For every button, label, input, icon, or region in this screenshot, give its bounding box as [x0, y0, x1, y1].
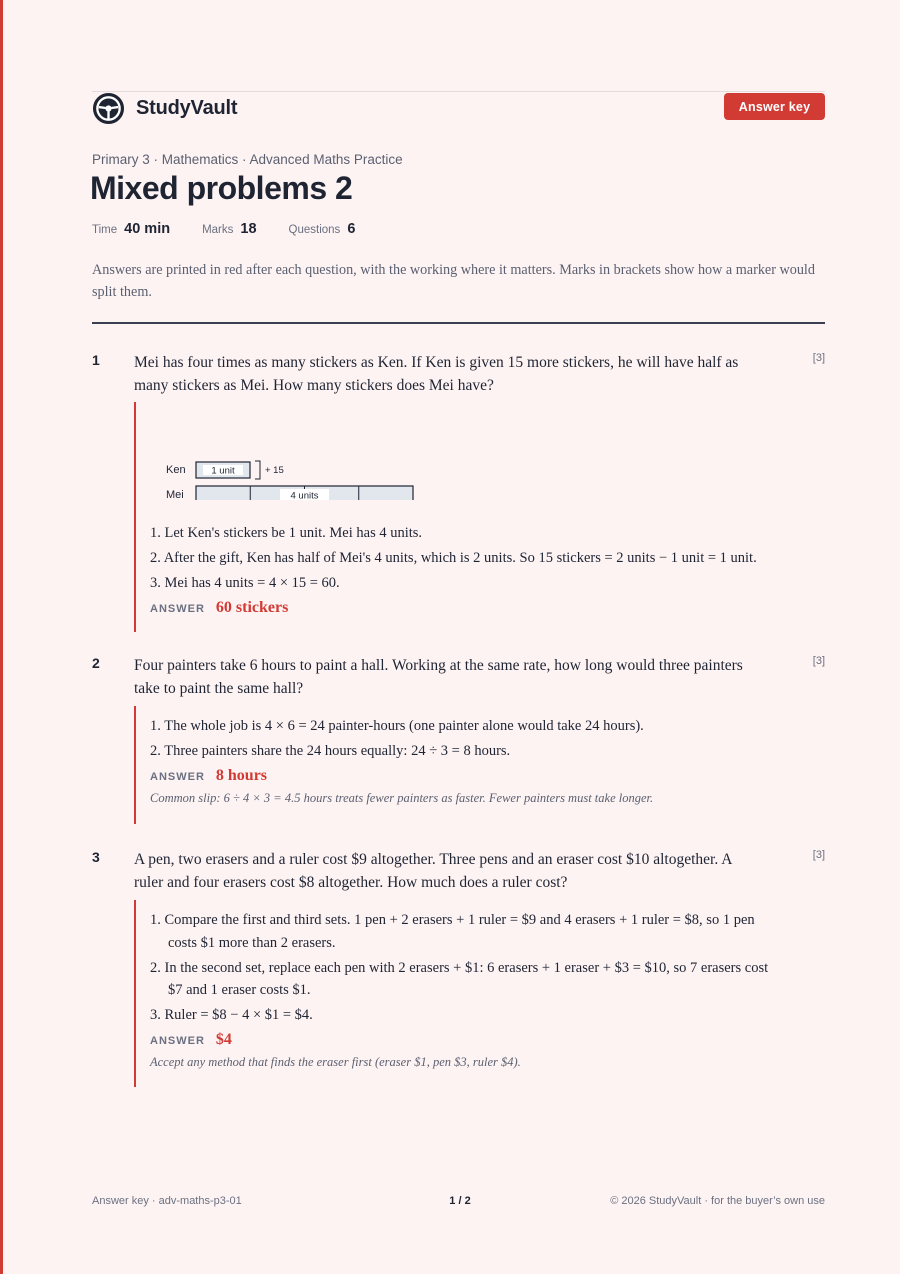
steering-wheel-logo-icon [92, 92, 125, 125]
answer-line [150, 1031, 774, 1049]
question-marks: [3] [812, 352, 825, 364]
answer-line [150, 599, 774, 617]
mei-unit-label: 4 units [290, 490, 319, 500]
solution-step: Three painters share the 24 hours equally: 24 ÷ 3 = 8 hours. [164, 743, 511, 759]
questions-value: 6 [347, 221, 356, 237]
solution-step: In the second set, replace each pen with 2 erasers + $1: 6 erasers + 1 eraser + $3 = $10, so 7 erasers cost $7 and 1 eraser costs $1. [164, 959, 769, 998]
meta-row [92, 221, 387, 237]
solution-step: Mei has 4 units = 4 × 15 = 60. [164, 575, 340, 591]
question-number: 3 [92, 849, 100, 865]
answer-value: 8 hours [215, 766, 268, 784]
questions-label: Questions [288, 224, 341, 236]
section-rule [92, 322, 825, 324]
solution-steps [150, 522, 774, 595]
time-value: 40 min [124, 221, 171, 237]
marks-label: Marks [202, 224, 234, 236]
brand-name: StudyVault [136, 97, 238, 119]
answer-note: Common slip: 6 ÷ 4 × 3 = 4.5 hours treats fewer painters as faster. Fewer painters must take longer. [150, 790, 654, 805]
question-number: 2 [92, 655, 100, 671]
footer-left: Answer key · adv-maths-p3-01 [92, 1195, 242, 1207]
answer-line [150, 767, 774, 785]
answer-label: ANSWER [150, 1034, 205, 1047]
solution-step: The whole job is 4 × 6 = 24 painter-hours (one painter alone would take 24 hours). [164, 718, 644, 734]
breadcrumb: Primary 3 · Mathematics · Advanced Maths Practice [92, 152, 403, 167]
question-marks: [3] [812, 655, 825, 667]
solution-step: After the gift, Ken has half of Mei's 4 units, which is 2 units. So 15 stickers = 2 units − 1 unit = 1 unit. [163, 550, 757, 566]
answer-label: ANSWER [150, 770, 205, 783]
solution-step: Compare the first and third sets. 1 pen + 2 erasers + 1 ruler = $9 and 4 erasers + 1 ruler = $8, so 1 pen costs $1 more than 2 erasers. [164, 912, 755, 951]
solution-block [134, 706, 774, 824]
solution-step: Let Ken's stickers be 1 unit. Mei has 4 units. [164, 525, 423, 541]
brand [92, 92, 237, 125]
solution-steps [150, 715, 774, 763]
marks-value: 18 [240, 221, 257, 237]
question-text: A pen, two erasers and a ruler cost $9 altogether. Three pens and an eraser cost $10 altogether. A ruler and four erasers cost $8 altogether. How much does a ruler cost? [134, 851, 732, 891]
ken-label: Ken [166, 464, 186, 476]
solution-step: Ruler = $8 − 4 × $1 = $4. [164, 1007, 313, 1023]
footer-right: © 2026 StudyVault · for the buyer’s own use [610, 1195, 825, 1207]
solution-block [134, 402, 774, 632]
answer-value: $4 [215, 1030, 232, 1048]
solution-steps [150, 909, 774, 1027]
question-text: Mei has four times as many stickers as Ken. If Ken is given 15 more stickers, he will have half as many stickers as Mei. How many stickers does Mei have? [134, 354, 739, 394]
left-accent-edge [0, 0, 3, 1274]
question-text: Four painters take 6 hours to paint a hall. Working at the same rate, how long would three painters take to paint the same hall? [134, 657, 743, 697]
plus-label: + 15 [265, 465, 284, 476]
intro-text: Answers are printed in red after each question, with the working where it matters. Marks in brackets show how a marker would split them. [92, 262, 815, 300]
bar-model-diagram [166, 428, 466, 500]
ken-unit-label: 1 unit [211, 465, 235, 477]
page-title: Mixed problems 2 [90, 170, 353, 206]
answer-key-badge: Answer key [724, 93, 825, 120]
answer-label: ANSWER [150, 602, 205, 615]
answer-value: 60 stickers [215, 598, 289, 616]
answer-note: Accept any method that finds the eraser first (eraser $1, pen $3, ruler $4). [150, 1054, 521, 1069]
question-marks: [3] [812, 849, 825, 861]
page-number: 1 / 2 [449, 1195, 471, 1207]
mei-label: Mei [166, 489, 184, 500]
plus-bracket [255, 461, 260, 479]
solution-block [134, 900, 774, 1087]
question-number: 1 [92, 352, 100, 368]
time-label: Time [92, 224, 118, 236]
